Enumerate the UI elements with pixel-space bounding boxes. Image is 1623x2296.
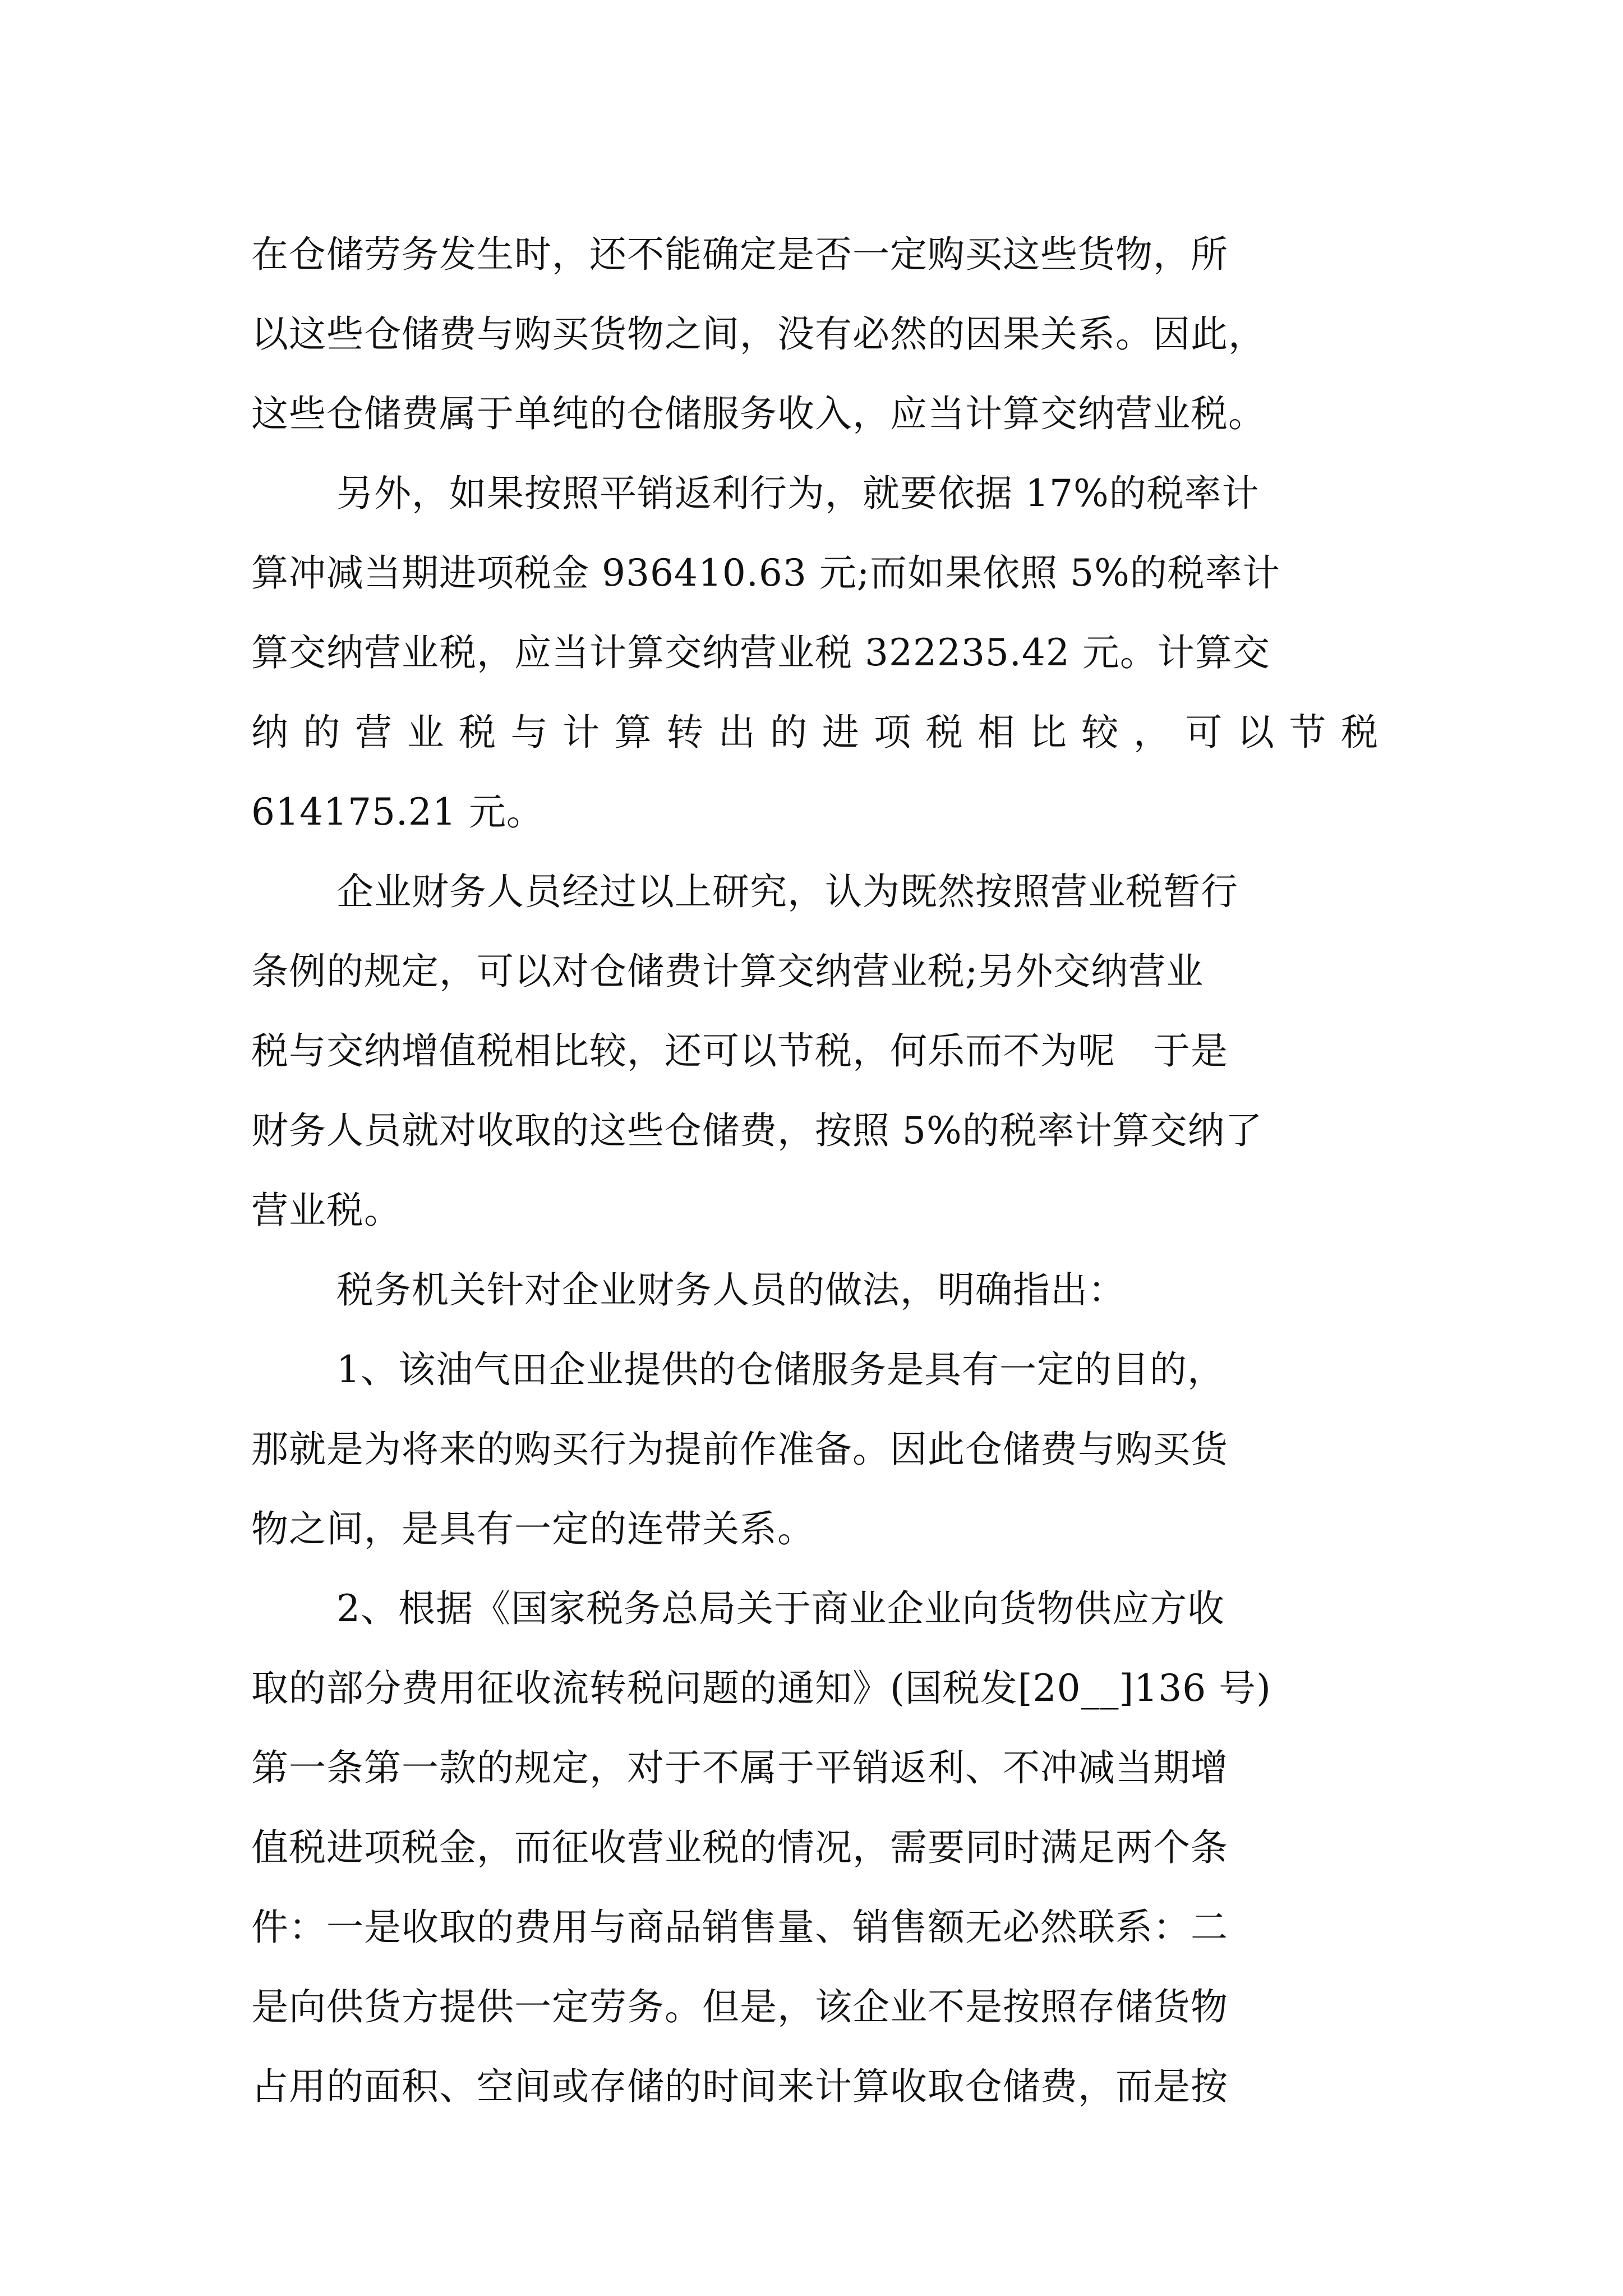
- text-line: 在仓储劳务发生时，还不能确定是否一定购买这些货物，所: [251, 233, 1228, 276]
- paragraph-first-line: 另外，如果按照平销返利行为，就要依据 17%的税率计: [336, 472, 1260, 515]
- paragraph-first-line: 企业财务人员经过以上研究，认为既然按照营业税暂行: [336, 870, 1238, 913]
- text-line: 取的部分费用征收流转税问题的通知》(国税发[20__]136 号): [251, 1667, 1271, 1710]
- text-line: 税与交纳增值税相比较，还可以节税，何乐而不为呢 于是: [251, 1029, 1228, 1073]
- text-line: 算交纳营业税，应当计算交纳营业税 322235.42 元。计算交: [251, 631, 1270, 674]
- text-line: 第一条第一款的规定，对于不属于平销返利、不冲减当期增: [251, 1746, 1228, 1789]
- document-body: [251, 215, 1378, 2127]
- text-line: 614175.21 元。: [251, 790, 544, 834]
- text-line: 那就是为将来的购买行为提前作准备。因此仓储费与购买货: [251, 1428, 1228, 1471]
- text-line: 这些仓储费属于单纯的仓储服务收入，应当计算交纳营业税。: [251, 392, 1266, 435]
- text-line: 值税进项税金，而征收营业税的情况，需要同时满足两个条: [251, 1826, 1228, 1869]
- text-line: 占用的面积、空间或存储的时间来计算收取仓储费，而是按: [251, 2065, 1228, 2108]
- text-line: 物之间，是具有一定的连带关系。: [251, 1507, 815, 1550]
- text-line: 营业税。: [251, 1189, 402, 1232]
- text-line: 算冲减当期进项税金 936410.63 元;而如果依照 5%的税率计: [251, 551, 1280, 595]
- text-line: 件：一是收取的费用与商品销售量、销售额无必然联系：二: [251, 1906, 1228, 1949]
- text-line: 财务人员就对收取的这些仓储费，按照 5%的税率计算交纳了: [251, 1109, 1263, 1152]
- text-line: 纳的营业税与计算转出的进项税相比较，可以节税: [251, 711, 1378, 754]
- text-line: 条例的规定，可以对仓储费计算交纳营业税;另外交纳营业: [251, 950, 1204, 993]
- text-line: 以这些仓储费与购买货物之间，没有必然的因果关系。因此，: [251, 312, 1266, 356]
- paragraph-first-line: 1、该油气田企业提供的仓储服务是具有一定的目的，: [336, 1348, 1225, 1391]
- paragraph-first-line: 税务机关针对企业财务人员的做法，明确指出：: [336, 1268, 1126, 1312]
- text-line: 是向供货方提供一定劳务。但是，该企业不是按照存储货物: [251, 1985, 1228, 2028]
- paragraph-first-line: 2、根据《国家税务总局关于商业企业向货物供应方收: [336, 1587, 1225, 1630]
